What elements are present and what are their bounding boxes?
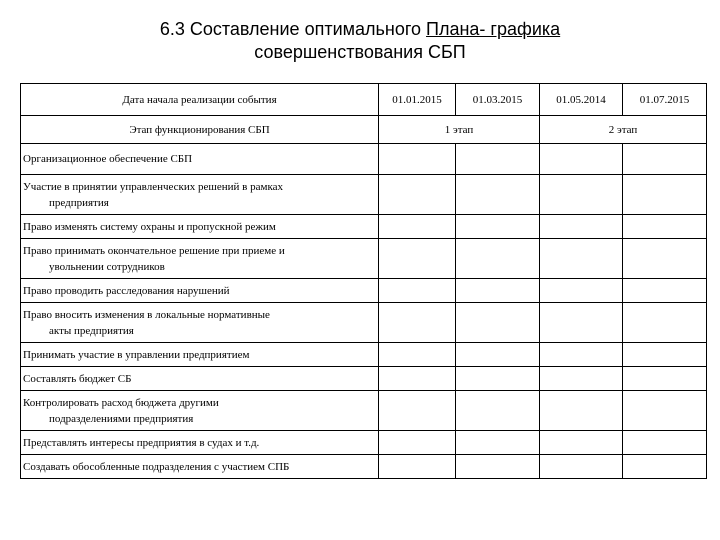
schedule-cell[interactable]	[623, 279, 707, 303]
stage-cell: 2 этап	[540, 116, 707, 144]
schedule-cell[interactable]	[379, 279, 456, 303]
task-text: Составлять бюджет СБ	[23, 372, 132, 385]
schedule-cell[interactable]	[379, 431, 456, 455]
schedule-cell[interactable]	[379, 367, 456, 391]
schedule-cell[interactable]	[456, 431, 540, 455]
task-label	[21, 303, 379, 343]
task-rows	[21, 144, 707, 479]
schedule-cell[interactable]	[379, 303, 456, 343]
date-cell: 01.05.2014	[540, 84, 623, 116]
schedule-cell[interactable]	[379, 215, 456, 239]
schedule-cell[interactable]	[456, 239, 540, 279]
schedule-cell[interactable]	[456, 175, 540, 215]
section-row	[21, 144, 707, 175]
title-line-2: совершенствования СБП	[254, 42, 466, 62]
date-cell: 01.01.2015	[379, 84, 456, 116]
task-text: Принимать участие в управлении предприятием	[23, 348, 250, 361]
section-title: Организационное обеспечение СБП	[21, 144, 379, 175]
task-text-continuation: подразделениями предприятия	[49, 412, 194, 425]
date-cell: 01.03.2015	[456, 84, 540, 116]
task-row	[21, 431, 707, 455]
header-row-stages	[21, 116, 707, 144]
schedule-cell[interactable]	[379, 343, 456, 367]
task-row	[21, 391, 707, 431]
schedule-cell[interactable]	[379, 144, 456, 175]
schedule-cell[interactable]	[379, 391, 456, 431]
schedule-cell[interactable]	[623, 431, 707, 455]
task-text: Участие в принятии управленческих решений в рамках	[23, 180, 284, 193]
schedule-cell[interactable]	[623, 303, 707, 343]
task-label	[21, 431, 379, 455]
task-row	[21, 279, 707, 303]
schedule-cell[interactable]	[379, 455, 456, 479]
schedule-cell[interactable]	[456, 367, 540, 391]
task-text-continuation: увольнении сотрудников	[49, 260, 165, 273]
schedule-cell[interactable]	[456, 455, 540, 479]
task-row	[21, 343, 707, 367]
schedule-cell[interactable]	[540, 343, 623, 367]
schedule-cell[interactable]	[379, 175, 456, 215]
schedule-cell[interactable]	[456, 279, 540, 303]
stage-label: Этап функционирования СБП	[21, 116, 379, 144]
task-label	[21, 391, 379, 431]
task-row	[21, 175, 707, 215]
task-text: Право изменять систему охраны и пропускной режим	[23, 220, 276, 233]
header-row-dates	[21, 84, 707, 116]
task-label	[21, 455, 379, 479]
task-label	[21, 343, 379, 367]
schedule-cell[interactable]	[456, 343, 540, 367]
task-text: Представлять интересы предприятия в судах и т.д.	[23, 436, 260, 449]
task-row	[21, 367, 707, 391]
schedule-cell[interactable]	[623, 215, 707, 239]
task-text: Право проводить расследования нарушений	[23, 284, 230, 297]
schedule-cell[interactable]	[623, 144, 707, 175]
task-row	[21, 303, 707, 343]
start-date-label: Дата начала реализации события	[21, 84, 379, 116]
schedule-cell[interactable]	[540, 431, 623, 455]
schedule-cell[interactable]	[623, 343, 707, 367]
task-text: Право вносить изменения в локальные нормативные	[23, 308, 270, 321]
task-text: Создавать обособленные подразделения с участием СПБ	[23, 460, 290, 473]
schedule-cell[interactable]	[540, 239, 623, 279]
schedule-cell[interactable]	[540, 303, 623, 343]
schedule-cell[interactable]	[456, 391, 540, 431]
schedule-cell[interactable]	[540, 144, 623, 175]
schedule-cell[interactable]	[623, 175, 707, 215]
task-label	[21, 175, 379, 215]
title-line-1	[0, 18, 720, 41]
stage-cell: 1 этап	[379, 116, 540, 144]
task-text: Контролировать расход бюджета другими	[23, 396, 219, 409]
plan-schedule-table	[20, 83, 707, 479]
task-label	[21, 215, 379, 239]
schedule-cell[interactable]	[623, 455, 707, 479]
slide-title	[0, 18, 720, 64]
title-prefix: 6.3 Составление оптимального	[159, 19, 427, 39]
task-row	[21, 455, 707, 479]
schedule-cell[interactable]	[540, 367, 623, 391]
schedule-cell[interactable]	[456, 303, 540, 343]
task-label	[21, 239, 379, 279]
schedule-cell[interactable]	[540, 215, 623, 239]
schedule-cell[interactable]	[540, 391, 623, 431]
schedule-cell[interactable]	[456, 144, 540, 175]
schedule-cell[interactable]	[623, 367, 707, 391]
task-label	[21, 279, 379, 303]
schedule-cell[interactable]	[379, 239, 456, 279]
task-text: Право принимать окончательное решение при приеме и	[23, 244, 285, 257]
schedule-cell[interactable]	[540, 455, 623, 479]
task-row	[21, 215, 707, 239]
task-label	[21, 367, 379, 391]
title-underlined: Плана- графика	[426, 19, 561, 39]
date-cell: 01.07.2015	[623, 84, 707, 116]
schedule-cell[interactable]	[540, 175, 623, 215]
schedule-cell[interactable]	[540, 279, 623, 303]
schedule-cell[interactable]	[623, 239, 707, 279]
task-text-continuation: предприятия	[49, 196, 109, 209]
schedule-cell[interactable]	[456, 215, 540, 239]
task-row	[21, 239, 707, 279]
schedule-cell[interactable]	[623, 391, 707, 431]
task-text-continuation: акты предприятия	[49, 324, 134, 337]
